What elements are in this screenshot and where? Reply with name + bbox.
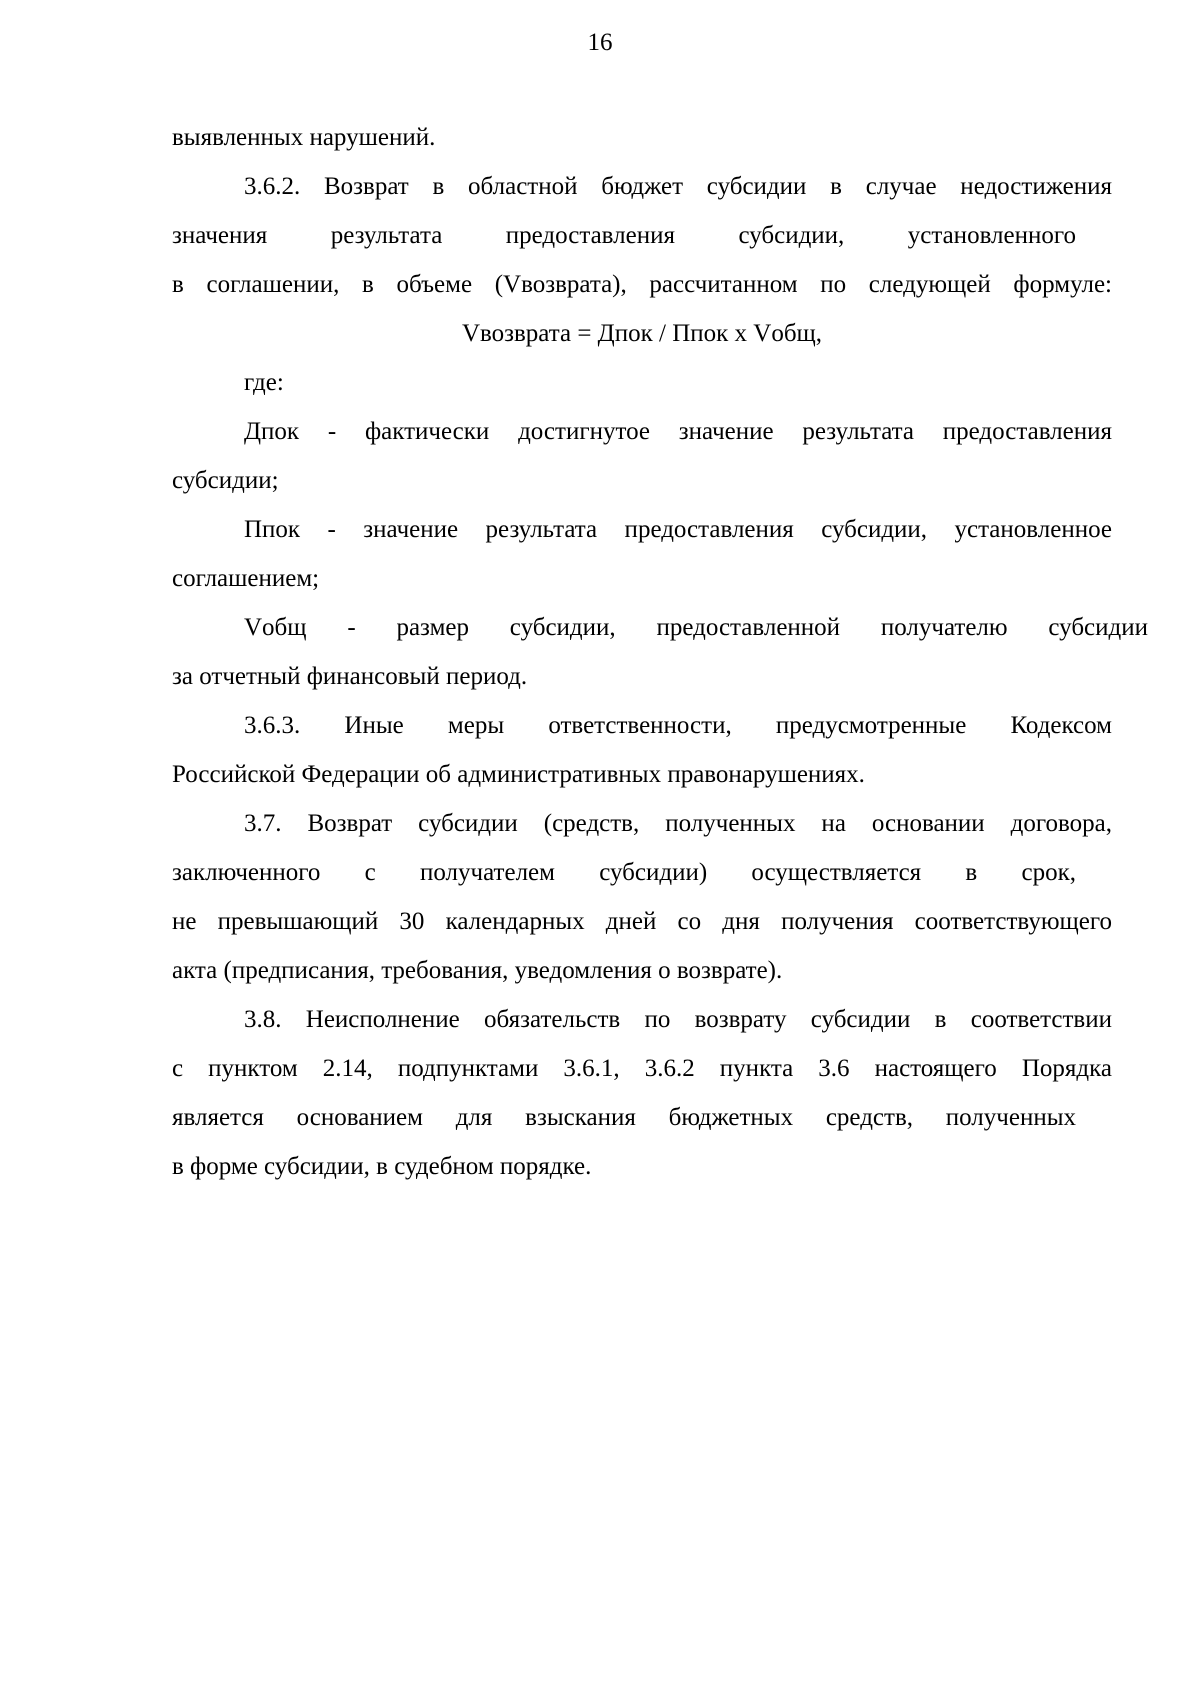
- formula: Vвозврата = Дпок / Ппок х Vобщ,: [461, 320, 823, 347]
- paragraph-3-6-3-line-1: 3.6.3. Иные меры ответственности, предусмотренные Кодексом: [244, 712, 1112, 739]
- paragraph-3-8-line-2: с пунктом 2.14, подпунктами 3.6.1, 3.6.2 пункта 3.6 настоящего Порядка: [172, 1055, 1112, 1082]
- paragraph-3-8-line-1: 3.8. Неисполнение обязательств по возврату субсидии в соответствии: [244, 1006, 1112, 1033]
- paragraph-3-6-2-line-1: 3.6.2. Возврат в областной бюджет субсидии в случае недостижения: [244, 173, 1112, 200]
- paragraph-3-7-line-3: не превышающий 30 календарных дней со дня получения соответствующего: [172, 908, 1112, 935]
- definition-vobsch-line-1: Vобщ - размер субсидии, предоставленной получателю субсидии: [244, 614, 1148, 641]
- definition-ppok-line-1: Ппок - значение результата предоставления субсидии, установленное: [244, 516, 1112, 543]
- definition-dpok-line-1: Дпок - фактически достигнутое значение результата предоставления: [244, 418, 1112, 445]
- paragraph-3-7-line-4: акта (предписания, требования, уведомления о возврате).: [172, 957, 783, 984]
- paragraph-3-8-line-4: в форме субсидии, в судебном порядке.: [172, 1153, 592, 1180]
- definition-ppok-line-2: соглашением;: [172, 565, 320, 592]
- definition-vobsch-line-2: за отчетный финансовый период.: [172, 663, 528, 690]
- page-number: 16: [587, 29, 613, 56]
- paragraph-3-6-2-line-3: в соглашении, в объеме (Vвозврата), рассчитанном по следующей формуле:: [172, 271, 1112, 298]
- paragraph-3-8-line-3: является основанием для взыскания бюджетных средств, полученных: [172, 1104, 1076, 1131]
- definition-dpok-line-2: субсидии;: [172, 467, 279, 494]
- text-line: выявленных нарушений.: [172, 124, 436, 151]
- document-body: [172, 113, 1148, 1191]
- paragraph-3-6-2-line-2: значения результата предоставления субсидии, установленного: [172, 222, 1076, 249]
- where-label: где:: [244, 369, 284, 396]
- paragraph-3-7-line-1: 3.7. Возврат субсидии (средств, полученных на основании договора,: [244, 810, 1112, 837]
- paragraph-3-7-line-2: заключенного с получателем субсидии) осуществляется в срок,: [172, 859, 1076, 886]
- paragraph-3-6-3-line-2: Российской Федерации об административных правонарушениях.: [172, 761, 865, 788]
